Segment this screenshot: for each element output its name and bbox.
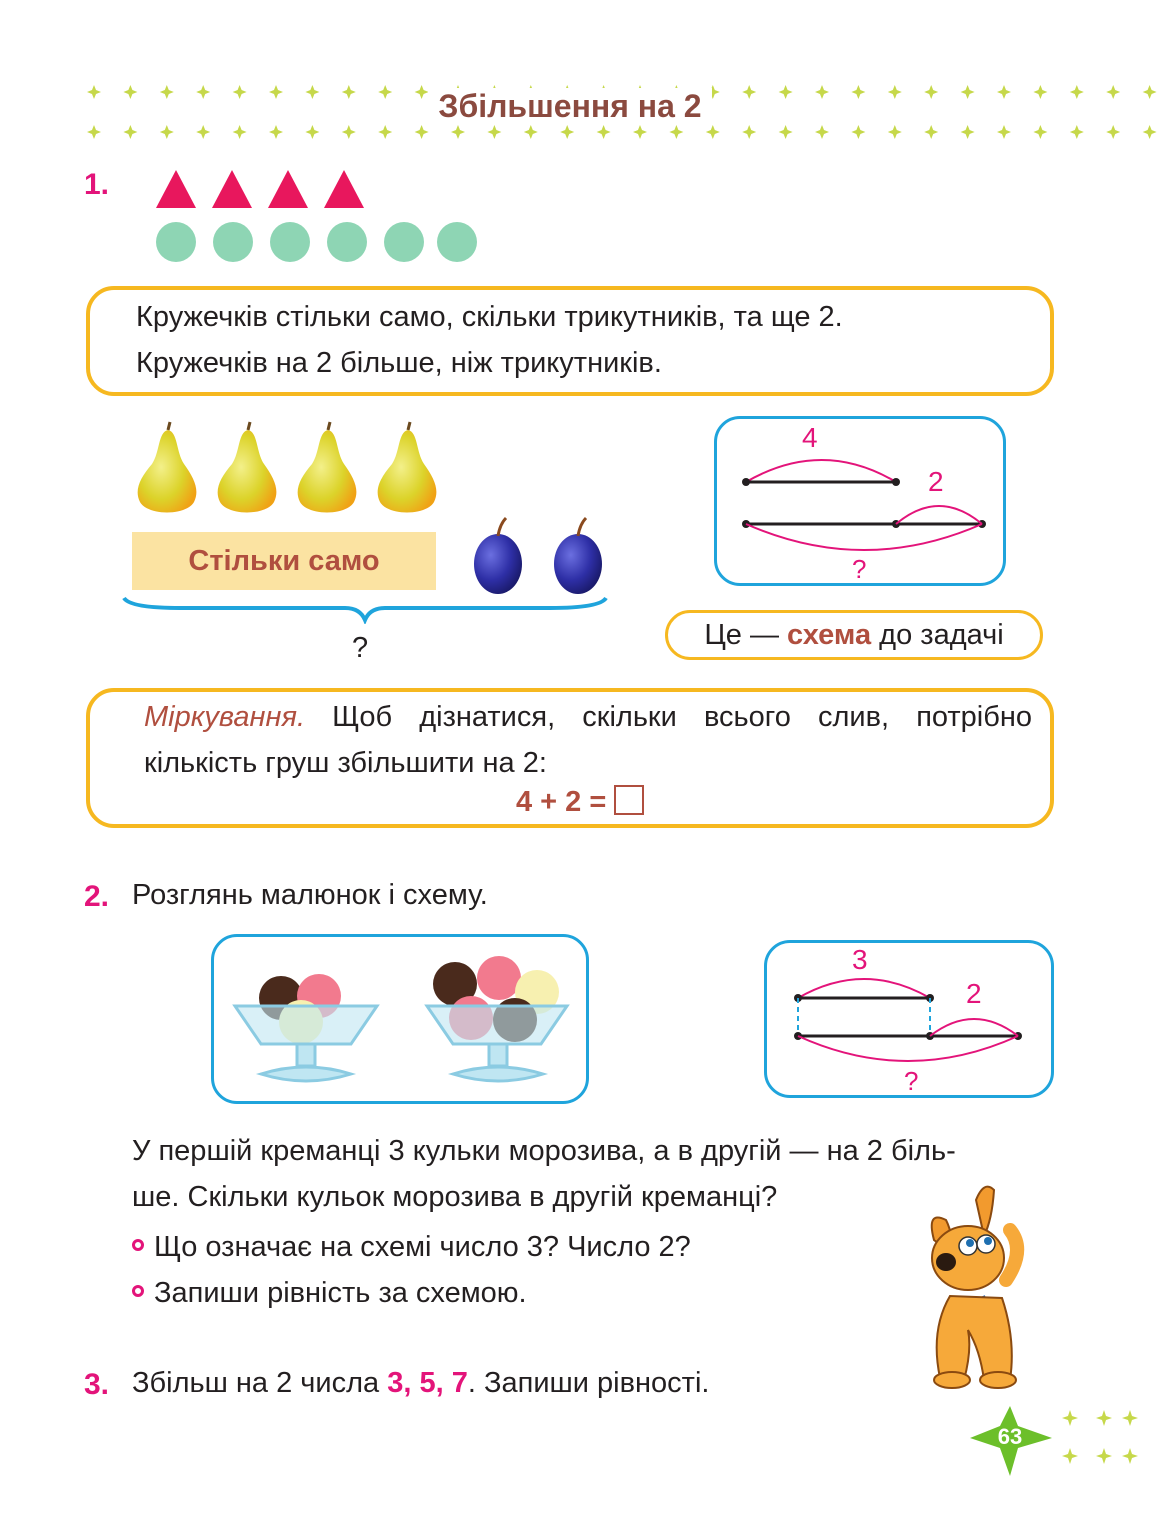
scheme1-extra-value: 2 — [928, 466, 944, 497]
star-icon — [233, 125, 247, 139]
star-icon — [888, 125, 902, 139]
scheme-note-word: схема — [787, 619, 872, 651]
equation-text: 4 + 2 = — [516, 786, 607, 818]
scheme-note-before: Це — — [704, 619, 788, 651]
circle-2 — [213, 222, 253, 262]
bullet-2-text: Запиши рівність за схемою. — [154, 1277, 527, 1309]
rule-box — [86, 286, 1054, 396]
pear-icon — [378, 422, 437, 513]
page-title-text: Збільшення на 2 — [428, 88, 711, 124]
star-icon — [633, 125, 647, 139]
scheme1-top-value: 4 — [802, 422, 818, 453]
star-icon — [160, 125, 174, 139]
star-icon — [851, 125, 865, 139]
star-icon — [1106, 125, 1120, 139]
triangle-4 — [324, 170, 364, 208]
task3-number: 3. — [84, 1368, 110, 1401]
task3-text — [132, 1360, 709, 1406]
rule-line-2: Кружечків на 2 більше, ніж трикутників. — [136, 347, 662, 379]
star-icon — [451, 125, 465, 139]
star-icon — [1070, 125, 1084, 139]
circle-5 — [384, 222, 424, 262]
star-icon — [997, 125, 1011, 139]
circle-4 — [327, 222, 367, 262]
triangle-1 — [156, 170, 196, 208]
star-icon — [487, 125, 501, 139]
triangle-2 — [212, 170, 252, 208]
brace-icon — [120, 594, 610, 624]
rule-line-1: Кружечків стільки само, скільки трикутників, та ще 2. — [136, 301, 843, 333]
scheme-note — [665, 610, 1043, 660]
arc-extra — [930, 1019, 1018, 1036]
scheme-note-after: до задачі — [871, 619, 1004, 651]
scheme1-total: ? — [852, 554, 867, 584]
task3-text-before: Збільш на 2 числа — [132, 1367, 388, 1399]
star-icon — [342, 125, 356, 139]
shapes-row — [150, 164, 490, 264]
bullet-item-2 — [132, 1270, 527, 1316]
star-icon — [706, 125, 720, 139]
pear-icon — [218, 422, 277, 513]
brace-question: ? — [352, 632, 369, 664]
problem-line-2: ше. Скільки кульок морозива в другій креманці? — [132, 1181, 778, 1213]
star-icon — [961, 125, 975, 139]
dog-mascot-icon — [906, 1180, 1056, 1400]
plum-icon — [474, 518, 522, 594]
ice-cream-picture — [211, 934, 589, 1104]
task2-instruction: Розглянь малюнок і схему. — [132, 879, 488, 911]
page-number: 63 — [997, 1424, 1023, 1449]
star-icon — [1143, 125, 1157, 139]
arc-top — [798, 979, 930, 998]
ice-cream-bowl-icon — [427, 956, 567, 1081]
circle-6 — [437, 222, 477, 262]
problem-line-1: У першій креманці 3 кульки морозива, а в другій — на 2 біль- — [132, 1135, 956, 1167]
bullet-icon — [132, 1239, 144, 1251]
bullet-icon — [132, 1285, 144, 1297]
star-icon — [1033, 125, 1047, 139]
pear-icon — [138, 422, 197, 513]
arc-total — [746, 524, 982, 550]
same-amount-label: Стільки само — [132, 532, 436, 590]
star-icon — [524, 125, 538, 139]
star-icon — [87, 125, 101, 139]
plum-icon — [554, 518, 602, 594]
task3-text-after: . Запиши рівності. — [467, 1367, 710, 1399]
star-icon — [269, 125, 283, 139]
ice-cream-bowl-icon — [235, 974, 377, 1081]
star-icon — [196, 125, 210, 139]
reasoning-paragraph — [144, 694, 1032, 786]
bullet-item-1 — [132, 1224, 691, 1270]
star-row-bottom — [80, 122, 1160, 142]
star-icon — [815, 125, 829, 139]
star-icon — [1143, 85, 1157, 99]
bullet-1-text: Що означає на схемі число 3? Число 2? — [154, 1231, 691, 1263]
arc-total — [798, 1036, 1018, 1061]
corner-stars — [1062, 1410, 1138, 1464]
reasoning-box — [86, 688, 1054, 828]
task3-numbers: 3, 5, 7 — [387, 1367, 468, 1399]
star-icon — [742, 125, 756, 139]
plums-group — [470, 516, 610, 596]
circles — [156, 222, 477, 262]
triangle-3 — [268, 170, 308, 208]
star-icon — [924, 125, 938, 139]
star-icon — [779, 125, 793, 139]
triangles — [156, 170, 364, 208]
scheme2-top-value: 3 — [852, 944, 868, 975]
star-icon — [123, 125, 137, 139]
star-icon — [669, 125, 683, 139]
star-icon — [305, 125, 319, 139]
scheme2-total: ? — [904, 1066, 919, 1096]
star-icon — [415, 125, 429, 139]
task2-number: 2. — [84, 880, 110, 913]
page-title — [0, 88, 1140, 125]
star-icon — [560, 125, 574, 139]
arc-top — [746, 460, 896, 482]
star-icon — [378, 125, 392, 139]
circle-1 — [156, 222, 196, 262]
equation — [516, 786, 644, 819]
arc-extra — [896, 506, 982, 524]
answer-box[interactable] — [614, 785, 644, 815]
star-icon — [597, 125, 611, 139]
reasoning-text: Щоб дізнатися, скільки всього слив, потрібно кількість груш збільшити на 2: — [144, 701, 1032, 779]
scheme2-extra-value: 2 — [966, 978, 982, 1009]
pears-group — [128, 420, 448, 520]
task1-number: 1. — [84, 168, 110, 201]
reasoning-label: Міркування. — [144, 701, 306, 733]
circle-3 — [270, 222, 310, 262]
pear-icon — [298, 422, 357, 513]
